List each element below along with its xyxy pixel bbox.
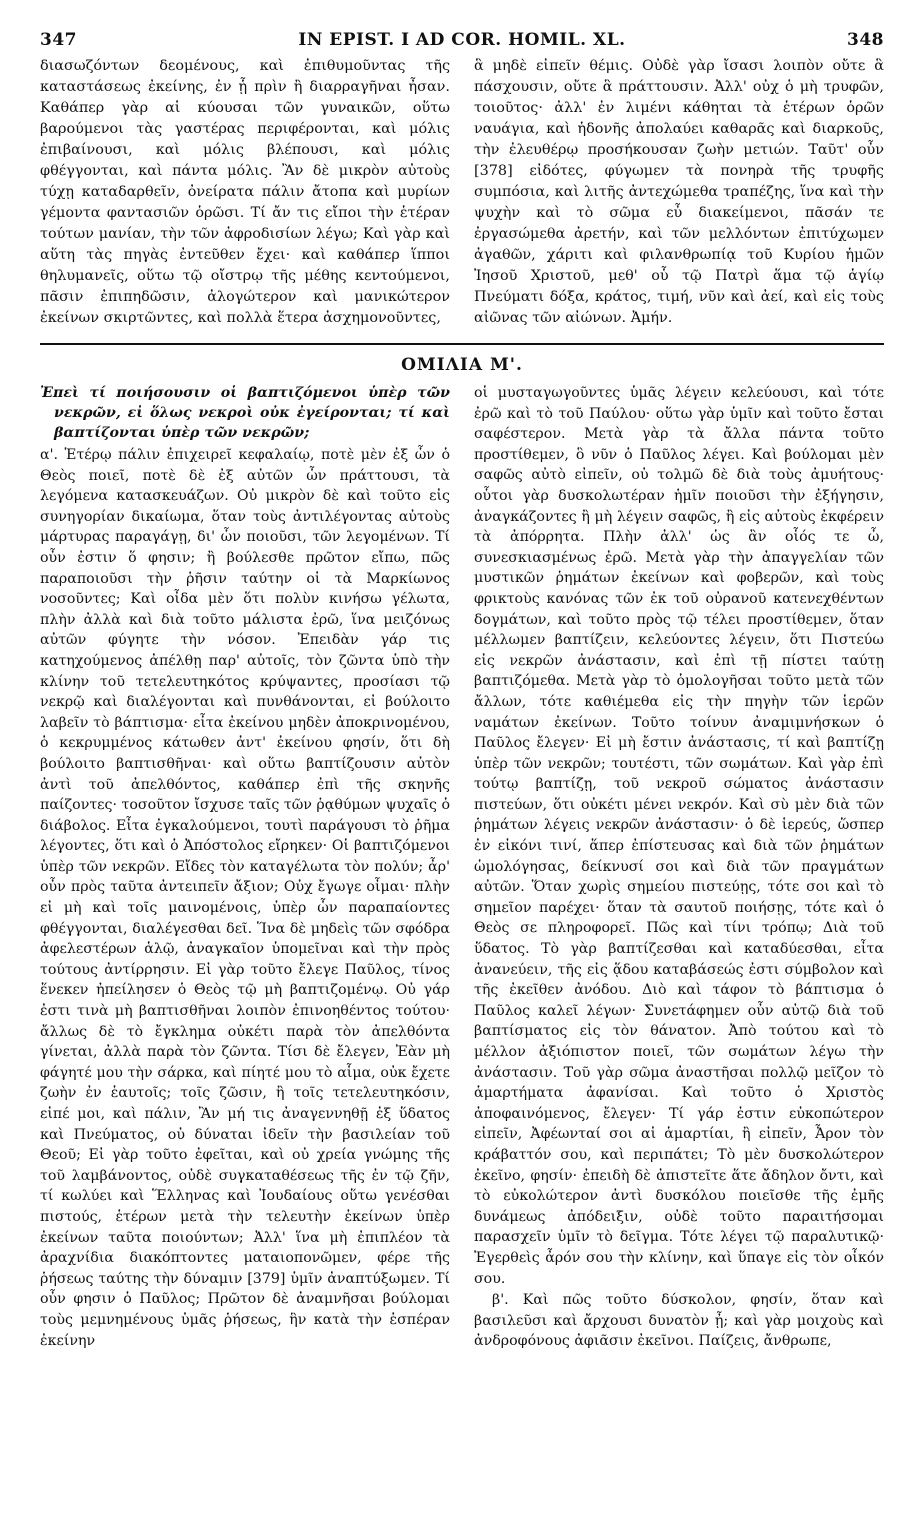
running-title: IN EPIST. I AD COR. HOMIL. XL.	[298, 30, 626, 50]
top-right-column	[474, 56, 884, 329]
bottom-right-section-beta: β'. Καὶ πῶς τοῦτο δύσκολον, φησίν, ὅταν καὶ βασιλεῦσι καὶ ἄρχουσι δυνατὸν ᾖ; καὶ γὰρ μοιχοὺς καὶ ἀνδροφόνους ἀφιᾶσιν ἐκεῖνοι. Παίζεις, ἄνθρωπε,	[474, 1292, 884, 1350]
homily-title: ΟΜΙΛΙΑ Μ'.	[401, 355, 523, 375]
top-right-text: ἃ μηδὲ εἰπεῖν θέμις. Οὐδὲ γὰρ ἴσασι λοιπὸν οὔτε ἃ πάσχουσιν, οὔτε ἃ πράττουσιν. Ἀλλ' οὐχ ὁ μὴ τρυφῶν, τοιοῦτος· ἀλλ' ἐν λιμένι κάθηται τὰ ἑτέρων ὁρῶν ναυάγια, καὶ ἡδονῆς ἀπολαύει καθαρᾶς καὶ διαρκοῦς, τὴν ἐλευθέρῳ προσήκουσαν ζωὴν μετιών. Ταῦτ' οὖν [378] εἰδότες, φύγωμεν τὰ πονηρὰ τῆς τρυφῆς συμπόσια, καὶ λιτῆς ἀντεχώμεθα τραπέζης, ἵνα καὶ τὴν ψυχὴν καὶ τὸ σῶμα εὖ διακείμενοι, πᾶσάν τε ἐργασώμεθα ἀρετήν, καὶ τῶν μελλόντων ἐπιτύχωμεν ἀγαθῶν, χάριτι καὶ φιλανθρωπίᾳ τοῦ Κυρίου ἡμῶν Ἰησοῦ Χριστοῦ, μεθ' οὗ τῷ Πατρὶ ἅμα τῷ ἁγίῳ Πνεύματι δόξα, κράτος, τιμή, νῦν καὶ ἀεί, καὶ εἰς τοὺς αἰῶνας τῶν αἰώνων. Ἀμήν.	[474, 58, 884, 326]
running-head	[40, 30, 884, 50]
bottom-left-text: α'. Ἑτέρῳ πάλιν ἐπιχειρεῖ κεφαλαίῳ, ποτὲ μὲν ἐξ ὧν ὁ Θεὸς ποιεῖ, ποτὲ δὲ ἐξ αὐτῶν ὧν πράττουσι, τὰ λεγόμενα κατασκευάζων. Οὐ μικρὸν δὲ καὶ τοῦτο εἰς συνηγορίαν δικαίωμα, ὅταν τοὺς ἀντιλέγοντας αὐτοὺς μάρτυρας παραγάγῃ, δι' ὧν ποιοῦσι, τῶν λεγομένων. Τί οὖν ἐστιν ὅ φησιν; ἢ βούλεσθε πρῶτον εἴπω, πῶς παραποιοῦσι τὴν ῥῆσιν ταύτην οἱ τὰ Μαρκίωνος νοσοῦντες; Καὶ οἶδα μὲν ὅτι πολὺν κινήσω γέλωτα, πλὴν ἀλλὰ καὶ διὰ τοῦτο μάλιστα ἐρῶ, ἵνα μειζόνως αὐτῶν φύγητε τὴν νόσον. Ἐπειδὰν γάρ τις κατηχούμενος ἀπέλθῃ παρ' αὐτοῖς, τὸν ζῶντα ὑπὸ τὴν κλίνην τοῦ τετελευτηκότος κρύψαντες, προσίασι τῷ νεκρῷ καὶ διαλέγονται καὶ πυνθάνονται, εἰ βούλοιτο λαβεῖν τὸ βάπτισμα· εἶτα ἐκείνου μηδὲν ἀποκρινομένου, ὁ κεκρυμμένος κάτωθεν ἀντ' ἐκείνου φησίν, ὅτι δὴ βούλοιτο βαπτισθῆναι· καὶ οὕτω βαπτίζουσιν αὐτὸν ἀντὶ τοῦ ἀπελθόντος, καθάπερ ἐπὶ τῆς σκηνῆς παίζοντες· τοσοῦτον ἴσχυσε ταῖς τῶν ῥᾳθύμων ψυχαῖς ὁ διάβολος. Εἶτα ἐγκαλούμενοι, τουτὶ παράγουσι τὸ ῥῆμα λέγοντες, ὅτι καὶ ὁ Ἀπόστολος εἴρηκεν· Οἱ βαπτιζόμενοι ὑπὲρ τῶν νεκρῶν. Εἴδες τὸν καταγέλωτα τὸν πολύν; ἆρ' οὖν πρὸς ταῦτα ἀντειπεῖν ἄξιον; Οὐχ ἔγωγε οἶμαι· πλὴν εἰ μὴ καὶ τοῖς μαινομένοις, ὑπὲρ ὧν παραπαίοντες φθέγγονται, διαλέγεσθαι δεῖ. Ἵνα δὲ μηδεὶς τῶν σφόδρα ἀφελεστέρων ἁλῷ, ἀναγκαῖον ὑπομεῖναι καὶ τὴν πρὸς τούτους ἀντίρρησιν. Εἰ γὰρ τοῦτο ἔλεγε Παῦλος, τίνος ἕνεκεν ἠπείλησεν ὁ Θεὸς τῷ μὴ βαπτιζομένῳ. Οὐ γάρ ἐστι τινὰ μὴ βαπτισθῆναι λοιπὸν ἐπινοηθέντος τούτου· ἄλλως δὲ τὸ ἔγκλημα οὐκέτι παρὰ τὸν ἀπελθόντα γίνεται, ἀλλὰ παρὰ τὸν ζῶντα. Τίσι δὲ ἔλεγεν, Ἐὰν μὴ φάγητέ μου τὴν σάρκα, καὶ πίητέ μου τὸ αἷμα, οὐκ ἔχετε ζωὴν ἐν ἑαυτοῖς; τοῖς ζῶσιν, ἢ τοῖς τετελευτηκόσιν, εἰπέ μοι, καὶ πάλιν, Ἂν μή τις ἀναγεννηθῇ ἐξ ὕδατος καὶ Πνεύματος, οὐ δύναται ἰδεῖν τὴν βασιλείαν τοῦ Θεοῦ; Εἰ γὰρ τοῦτο ἐφεῖται, καὶ οὐ χρεία γνώμης τῆς τοῦ λαμβάνοντος, οὐδὲ συγκαταθέσεως τῆς ἐν τῷ ζῆν, τί κωλύει καὶ Ἕλληνας καὶ Ἰουδαίους οὕτω γενέσθαι πιστούς, ἑτέρων μετὰ τὴν τελευτὴν ἐκείνων ὑπὲρ ἐκείνων ταῦτα ποιούντων; Ἀλλ' ἵνα μὴ ἐπιπλέον τὰ ἀραχνίδια διακόπτοντες ματαιοπονῶμεν, φέρε τῆς ῥήσεως ταύτης τὴν δύναμιν [379] ὑμῖν ἀναπτύξωμεν. Τί οὖν φησιν ὁ Παῦλος; Πρῶτον δὲ ἀναμνῆσαι βούλομαι τοὺς μεμνημένους ὑμᾶς ῥήσεως, ἣν κατὰ τὴν ἑσπέραν ἐκείνην	[40, 447, 450, 1349]
right-page-number: 348	[846, 30, 884, 50]
bottom-left-column	[40, 383, 450, 1352]
bottom-right-column	[474, 383, 884, 1352]
top-columns	[40, 56, 884, 329]
scripture-lemma: Ἐπεὶ τί ποιήσουσιν οἱ βαπτιζόμενοι ὑπὲρ τῶν νεκρῶν, εἰ ὅλως νεκροὶ οὐκ ἐγείρονται; τί καὶ βαπτίζονται ὑπὲρ τῶν νεκρῶν;	[40, 385, 450, 441]
section-divider	[40, 343, 884, 345]
left-page-number: 347	[40, 30, 77, 50]
top-left-column	[40, 56, 450, 329]
bottom-columns	[40, 383, 884, 1352]
top-left-text: διασωζόντων δεομένους, καὶ ἐπιθυμοῦντας τῆς καταστάσεως ἐκείνης, ἐν ᾗ πρὶν ἢ διαρραγῆναι ἦσαν. Καθάπερ γὰρ αἱ κύουσαι τῶν γυναικῶν, οὕτω βαρούμενοι τὰς γαστέρας περιφέρονται, καὶ μόλις ἐπιβαίνουσι, καὶ μόλις βλέπουσι, καὶ μόλις φθέγγονται, καὶ πάντα μόλις. Ἂν δὲ μικρὸν αὐτοὺς τύχῃ καταδαρθεῖν, ὀνείρατα πάλιν ἄτοπα καὶ μυρίων γέμοντα φαντασιῶν ὁρῶσι. Τί ἄν τις εἴποι τὴν ἑτέραν τούτων μανίαν, τὴν τῶν ἀφροδισίων λέγω; Καὶ γὰρ καὶ αὕτη τὰς πηγὰς ἐντεῦθεν ἔχει· καὶ καθάπερ ἵπποι θηλυμανεῖς, οὕτω τῷ οἴστρῳ τῆς μέθης κεντούμενοι, πᾶσιν ἐπιπηδῶσιν, ἀλογώτερον καὶ μανικώτερον ἐκείνων σκιρτῶντες, καὶ πολλὰ ἕτερα ἀσχημονοῦντες,	[40, 58, 450, 326]
bottom-right-text: οἱ μυσταγωγοῦντες ὑμᾶς λέγειν κελεύουσι, καὶ τότε ἐρῶ καὶ τὸ τοῦ Παύλου· οὕτω γὰρ ὑμῖν καὶ τοῦτο ἔσται σαφέστερον. Μετὰ γὰρ τὰ ἄλλα πάντα τοῦτο προστίθεμεν, ὃ νῦν ὁ Παῦλος λέγει. Καὶ βούλομαι μὲν σαφῶς αὐτὸ εἰπεῖν, οὐ τολμῶ δὲ διὰ τοὺς ἀμυήτους· οὗτοι γὰρ δυσκολωτέραν ἡμῖν ποιοῦσι τὴν ἐξήγησιν, ἀναγκάζοντες ἢ μὴ λέγειν σαφῶς, ἢ εἰς αὐτοὺς ἐκφέρειν τὰ ἀπόρρητα. Πλὴν ἀλλ' ὡς ἂν οἷός τε ὦ, συνεσκιασμένως ἐρῶ. Μετὰ γὰρ τὴν ἀπαγγελίαν τῶν μυστικῶν ῥημάτων ἐκείνων καὶ φοβερῶν, καὶ τοὺς φρικτοὺς κανόνας τῶν ἐκ τοῦ οὐρανοῦ κατενεχθέντων δογμάτων, καὶ τοῦτο πρὸς τῷ τέλει προστίθεμεν, ὅταν μέλλωμεν βαπτίζειν, κελεύοντες λέγειν, ὅτι Πιστεύω εἰς νεκρῶν ἀνάστασιν, καὶ ἐπὶ τῇ πίστει ταύτῃ βαπτιζόμεθα. Μετὰ γὰρ τὸ ὁμολογῆσαι τοῦτο μετὰ τῶν ἄλλων, τότε καθιέμεθα εἰς τὴν πηγὴν τῶν ἱερῶν ναμάτων ἐκείνων. Τοῦτο τοίνυν ἀναμιμνήσκων ὁ Παῦλος ἔλεγεν· Εἰ μὴ ἔστιν ἀνάστασις, τί καὶ βαπτίζῃ ὑπὲρ τῶν νεκρῶν; τουτέστι, τῶν σωμάτων. Καὶ γὰρ ἐπὶ τούτῳ βαπτίζῃ, τοῦ νεκροῦ σώματος ἀνάστασιν πιστεύων, ὅτι οὐκέτι μένει νεκρόν. Καὶ σὺ μὲν διὰ τῶν ῥημάτων λέγεις νεκρῶν ἀνάστασιν· ὁ δὲ ἱερεύς, ὥσπερ ἐν εἰκόνι τινί, ἅπερ ἐπίστευσας καὶ διὰ τῶν ῥημάτων ὡμολόγησας, δείκνυσί σοι καὶ διὰ τῶν πραγμάτων αὐτῶν. Ὅταν χωρὶς σημείου πιστεύῃς, τότε σοι καὶ τὸ σημεῖον παρέχει· ὅταν τὰ σαυτοῦ ποιήσῃς, τότε καὶ ὁ Θεὸς σε πληροφορεῖ. Πῶς καὶ τίνι τρόπῳ; Διὰ τοῦ ὕδατος. Τὸ γὰρ βαπτίζεσθαι καὶ καταδύεσθαι, εἶτα ἀνανεύειν, τῆς εἰς ᾅδου καταβάσεώς ἐστι σύμβολον καὶ τῆς ἐκεῖθεν ἀνόδου. Διὸ καὶ τάφον τὸ βάπτισμα ὁ Παῦλος καλεῖ λέγων· Συνετάφημεν οὖν αὐτῷ διὰ τοῦ βαπτίσματος εἰς τὸν θάνατον. Ἀπὸ τούτου καὶ τὸ μέλλον ἀξιόπιστον ποιεῖ, τῶν σωμάτων λέγω τὴν ἀνάστασιν. Τοῦ γὰρ σῶμα ἀναστῆσαι πολλῷ μεῖζον τὸ ἁμαρτήματα ἀφανίσαι. Καὶ τοῦτο ὁ Χριστὸς ἀποφαινόμενος, ἔλεγεν· Τί γάρ ἐστιν εὐκοπώτερον εἰπεῖν, Ἀφέωνταί σοι αἱ ἁμαρτίαι, ἢ εἰπεῖν, Ἆρον τὸν κράβαττόν σου, καὶ περιπάτει; Τὸ μὲν δυσκολώτερον ἐκεῖνο, φησίν· ἐπειδὴ δὲ ἀπιστεῖτε ἅτε ἄδηλον ὄντι, καὶ τὸ εὐκολώτερον ἀντὶ δυσκόλου ποιεῖσθε τῆς ἐμῆς δυνάμεως ἀπόδειξιν, οὐδὲ τοῦτο παραιτήσομαι παρασχεῖν ὑμῖν τὸ δεῖγμα. Τότε λέγει τῷ παραλυτικῷ· Ἐγερθεὶς ἆρόν σου τὴν κλίνην, καὶ ὕπαγε εἰς τὸν οἶκόν σου.	[474, 385, 884, 1287]
